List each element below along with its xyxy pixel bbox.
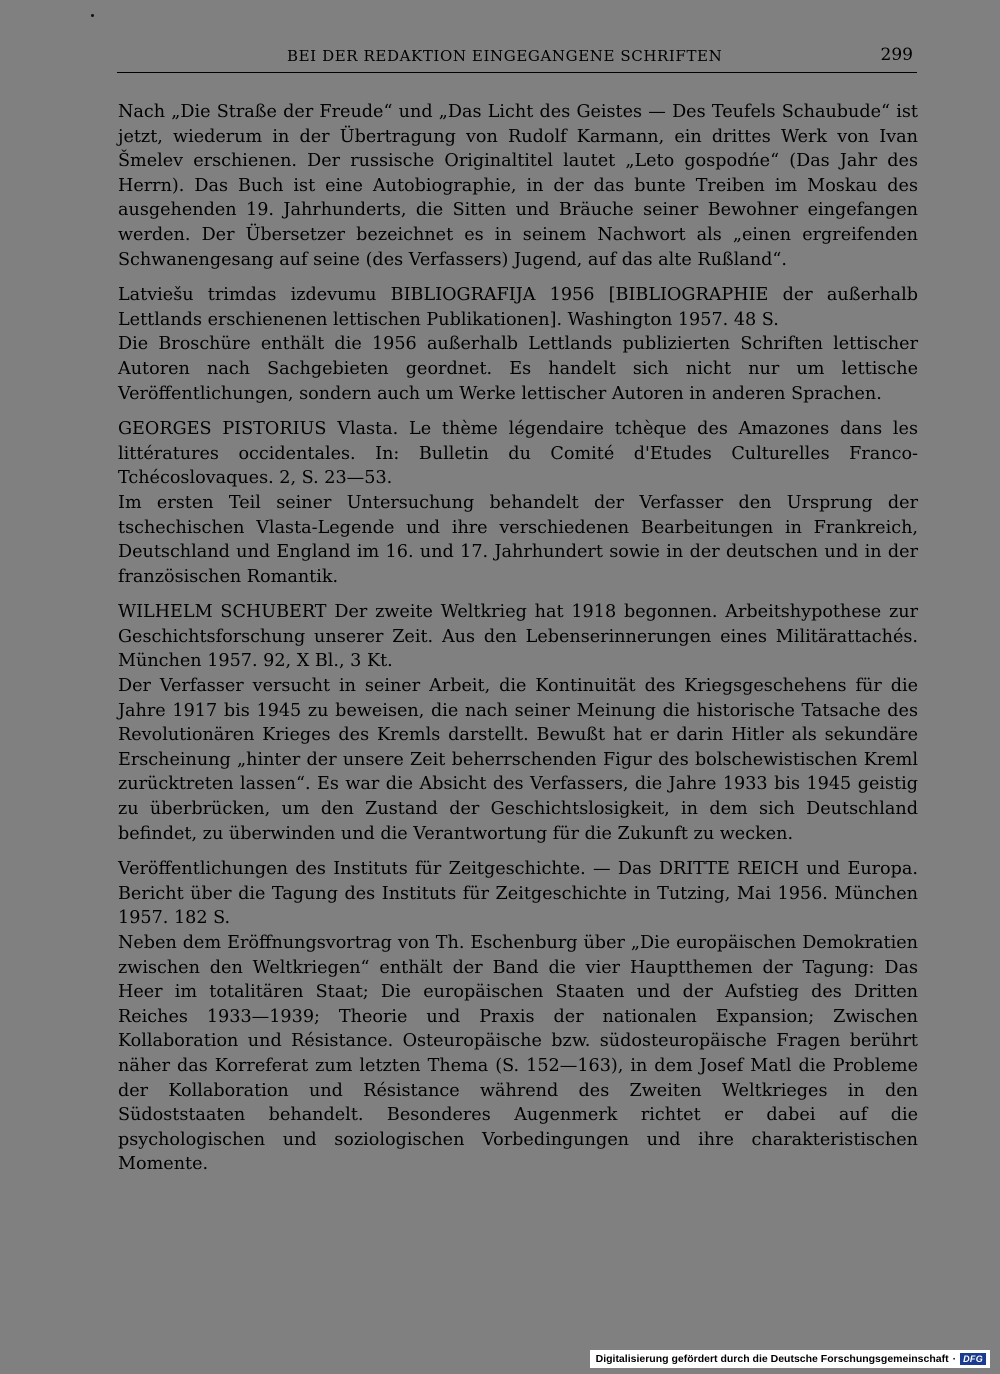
paragraph-pistorius-review: Im ersten Teil seiner Untersuchung behandelt der Verfasser den Ursprung der tschechischen Vlasta-Legende und ihre verschiedenen Bearbeitungen in Frankreich, Deutschland und England im 16. und 17. Jahrhundert sowie in der deutschen und in der französischen Romantik. bbox=[118, 492, 918, 587]
footer-separator: · bbox=[952, 1353, 957, 1365]
scan-speck bbox=[91, 14, 94, 17]
dfg-logo: DFG bbox=[960, 1353, 986, 1365]
running-header bbox=[117, 44, 917, 73]
paragraph-schubert-review: Der Verfasser versucht in seiner Arbeit, die Kontinuität des Kriegsgeschehens für die Jahre 1917 bis 1945 zu beweisen, die nach seiner Meinung die historische Tatsache des Revolutionären Krieges des Kremls darstellt. Bewußt hat er darin Hitler als sekundäre Erscheinung „hinter der unsere Zeit beherrschenden Figur des bolschewistischen Kreml zurücktreten lassen“. Es war die Absicht des Verfassers, die Jahre 1933 bis 1945 geistig zu überbrücken, um den Zustand der Geschichtslosigkeit, in dem sich Deutschland befindet, zu überwinden und die Verantwortung für die Zukunft zu wecken. bbox=[118, 676, 918, 844]
entry-latvian-bibliography: Latviešu trimdas izdevumu BIBLIOGRAFIJA 1956 [BIBLIOGRAPHIE der außerhalb Lettlands erschienenen lettischen Publikationen]. Washington 1957. 48 S. bbox=[118, 285, 918, 330]
entry-pistorius: GEORGES PISTORIUS Vlasta. Le thème légendaire tchèque des Amazones dans les littératures occidentales. In: Bulletin du Comité d'Etudes Culturelles Franco-Tchécoslovaques. 2, S. 23—53. bbox=[118, 419, 918, 489]
digitization-footer bbox=[590, 1350, 990, 1368]
page-number: 299 bbox=[880, 45, 913, 65]
paragraph-zeitgeschichte-review: Neben dem Eröffnungsvortrag von Th. Eschenburg über „Die europäischen Demokratien zwischen den Weltkriegen“ enthält der Band die vier Hauptthemen der Tagung: Das Heer im totalitären Staat; Die europäischen Staaten und der Aufstieg des Dritten Reiches 1933—1939; Theorie und Praxis der nationalen Expansion; Zwischen Kollaboration und Résistance. Osteuropäische bzw. südosteuropäische Fragen berührt näher das Korreferat zum letzten Thema (S. 152—163), in dem Josef Matl die Probleme der Kollaboration und Résistance während des Zweiten Weltkrieges in den Südoststaaten behandelt. Besonderes Augenmerk richtet er dabei auf die psychologischen und soziologischen Vorbedingungen und ihre charakteristischen Momente. bbox=[118, 933, 918, 1175]
entry-schubert: WILHELM SCHUBERT Der zweite Weltkrieg hat 1918 begonnen. Arbeitshypothese zur Geschichtsforschung unserer Zeit. Aus den Lebenserinnerungen eines Militärattachés. München 1957. 92, X Bl., 3 Kt. bbox=[118, 602, 918, 672]
body-text bbox=[118, 100, 918, 1177]
running-title: BEI DER REDAKTION EINGEGANGENE SCHRIFTEN bbox=[287, 47, 723, 65]
paragraph-smelev-review: Nach „Die Straße der Freude“ und „Das Licht des Geistes — Des Teufels Schaubude“ ist jetzt, wiederum in der Übertragung von Rudolf Karmann, ein drittes Werk von Ivan Šmelev erschienen. Der russische Originaltitel lautet „Leto gospodńe“ (Das Jahr des Herrn). Das Buch ist eine Autobiographie, in der das bunte Treiben im Moskau des ausgehenden 19. Jahrhunderts, die Sitten und Bräuche seiner Bewohner eingefangen werden. Der Übersetzer bezeichnet es in seinem Nachwort als „einen ergreifenden Schwanengesang auf seine (des Verfassers) Jugend, auf das alte Rußland“. bbox=[118, 102, 918, 270]
entry-zeitgeschichte: Veröffentlichungen des Instituts für Zeitgeschichte. — Das DRITTE REICH und Europa. Bericht über die Tagung des Instituts für Zeitgeschichte in Tutzing, Mai 1956. München 1957. 182 S. bbox=[118, 859, 918, 929]
paragraph-latvian-review: Die Broschüre enthält die 1956 außerhalb Lettlands publizierten Schriften lettischer Autoren nach Sachgebieten geordnet. Es handelt sich nicht nur um lettische Veröffentlichungen, sondern auch um Werke lettischer Autoren in anderen Sprachen. bbox=[118, 334, 918, 404]
footer-credit-text: Digitalisierung gefördert durch die Deutsche Forschungsgemeinschaft bbox=[595, 1353, 949, 1365]
